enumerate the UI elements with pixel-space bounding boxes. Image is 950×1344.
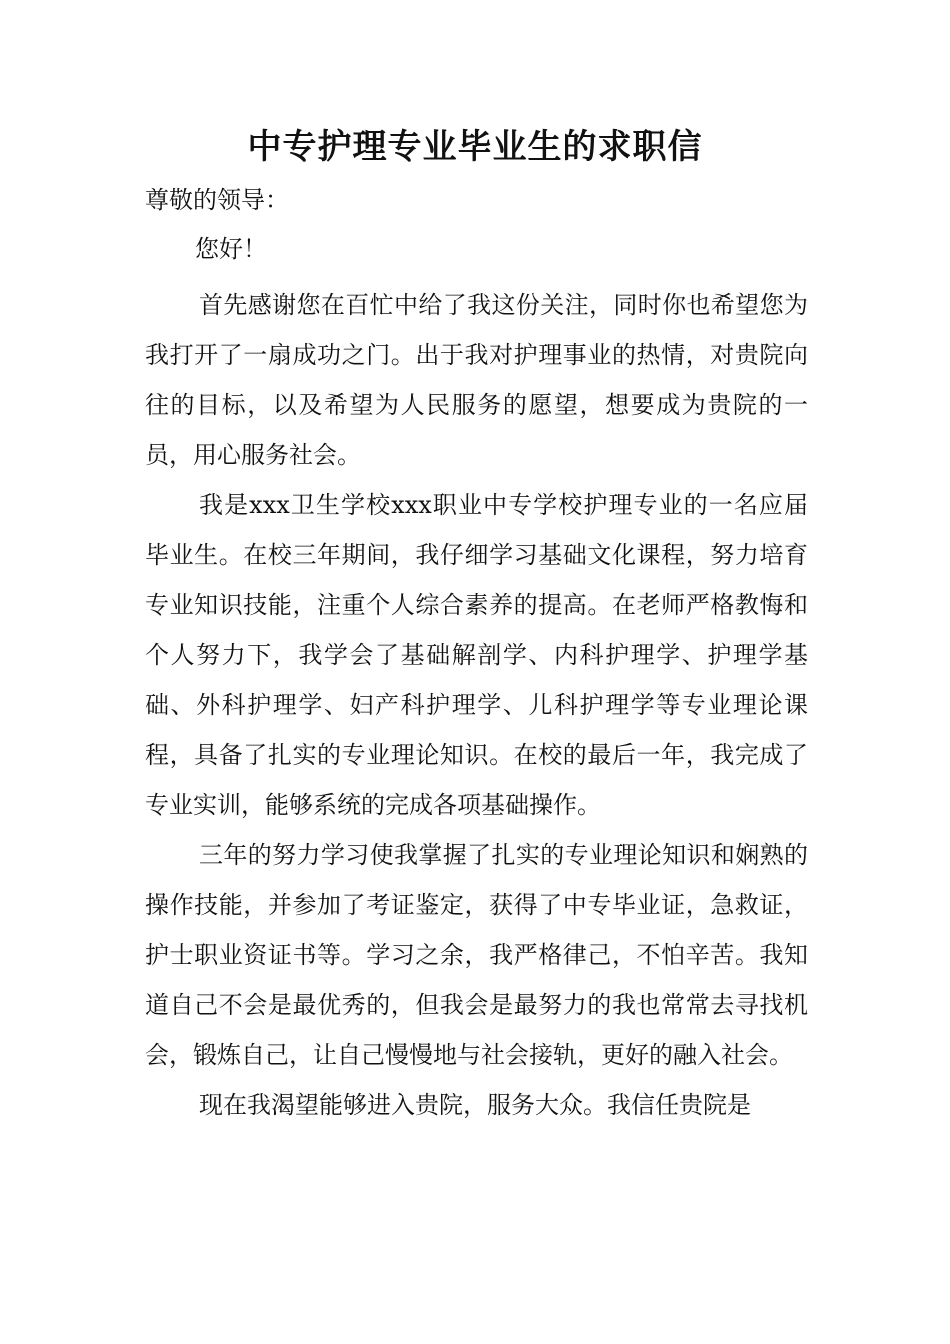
paragraph-aspiration: 现在我渴望能够进入贵院，服务大众。我信任贵院是 <box>199 1091 751 1119</box>
document-title: 中专护理专业毕业生的求职信 <box>247 127 703 167</box>
salutation: 尊敬的领导： <box>145 186 289 214</box>
letter-body <box>145 280 808 1130</box>
paragraph-skills: 三年的努力学习使我掌握了扎实的专业理论知识和娴熟的操作技能，并参加了考证鉴定，获得了中专毕业证，急救证，护士职业资证书等。学习之余，我严格律己，不怕辛苦。我知道自己不会是最优秀的，但我会是最努力的我也常常去寻找机会，锻炼自己，让自己慢慢地与社会接轨，更好的融入社会。 <box>145 841 808 1069</box>
paragraph-thanks: 首先感谢您在百忙中给了我这份关注，同时你也希望您为我打开了一扇成功之门。出于我对护理事业的热情，对贵院向往的目标，以及希望为人民服务的愿望，想要成为贵院的一员，用心服务社会。 <box>145 291 808 469</box>
greeting: 您好！ <box>195 235 267 263</box>
paragraph-introduction: 我是xxx卫生学校xxx职业中专学校护理专业的一名应届毕业生。在校三年期间，我仔细学习基础文化课程，努力培育专业知识技能，注重个人综合素养的提高。在老师严格教悔和个人努力下，我学会了基础解剖学、内科护理学、护理学基础、外科护理学、妇产科护理学、儿科护理学等专业理论课程，具备了扎实的专业理论知识。在校的最后一年，我完成了专业实训，能够系统的完成各项基础操作。 <box>145 491 808 819</box>
